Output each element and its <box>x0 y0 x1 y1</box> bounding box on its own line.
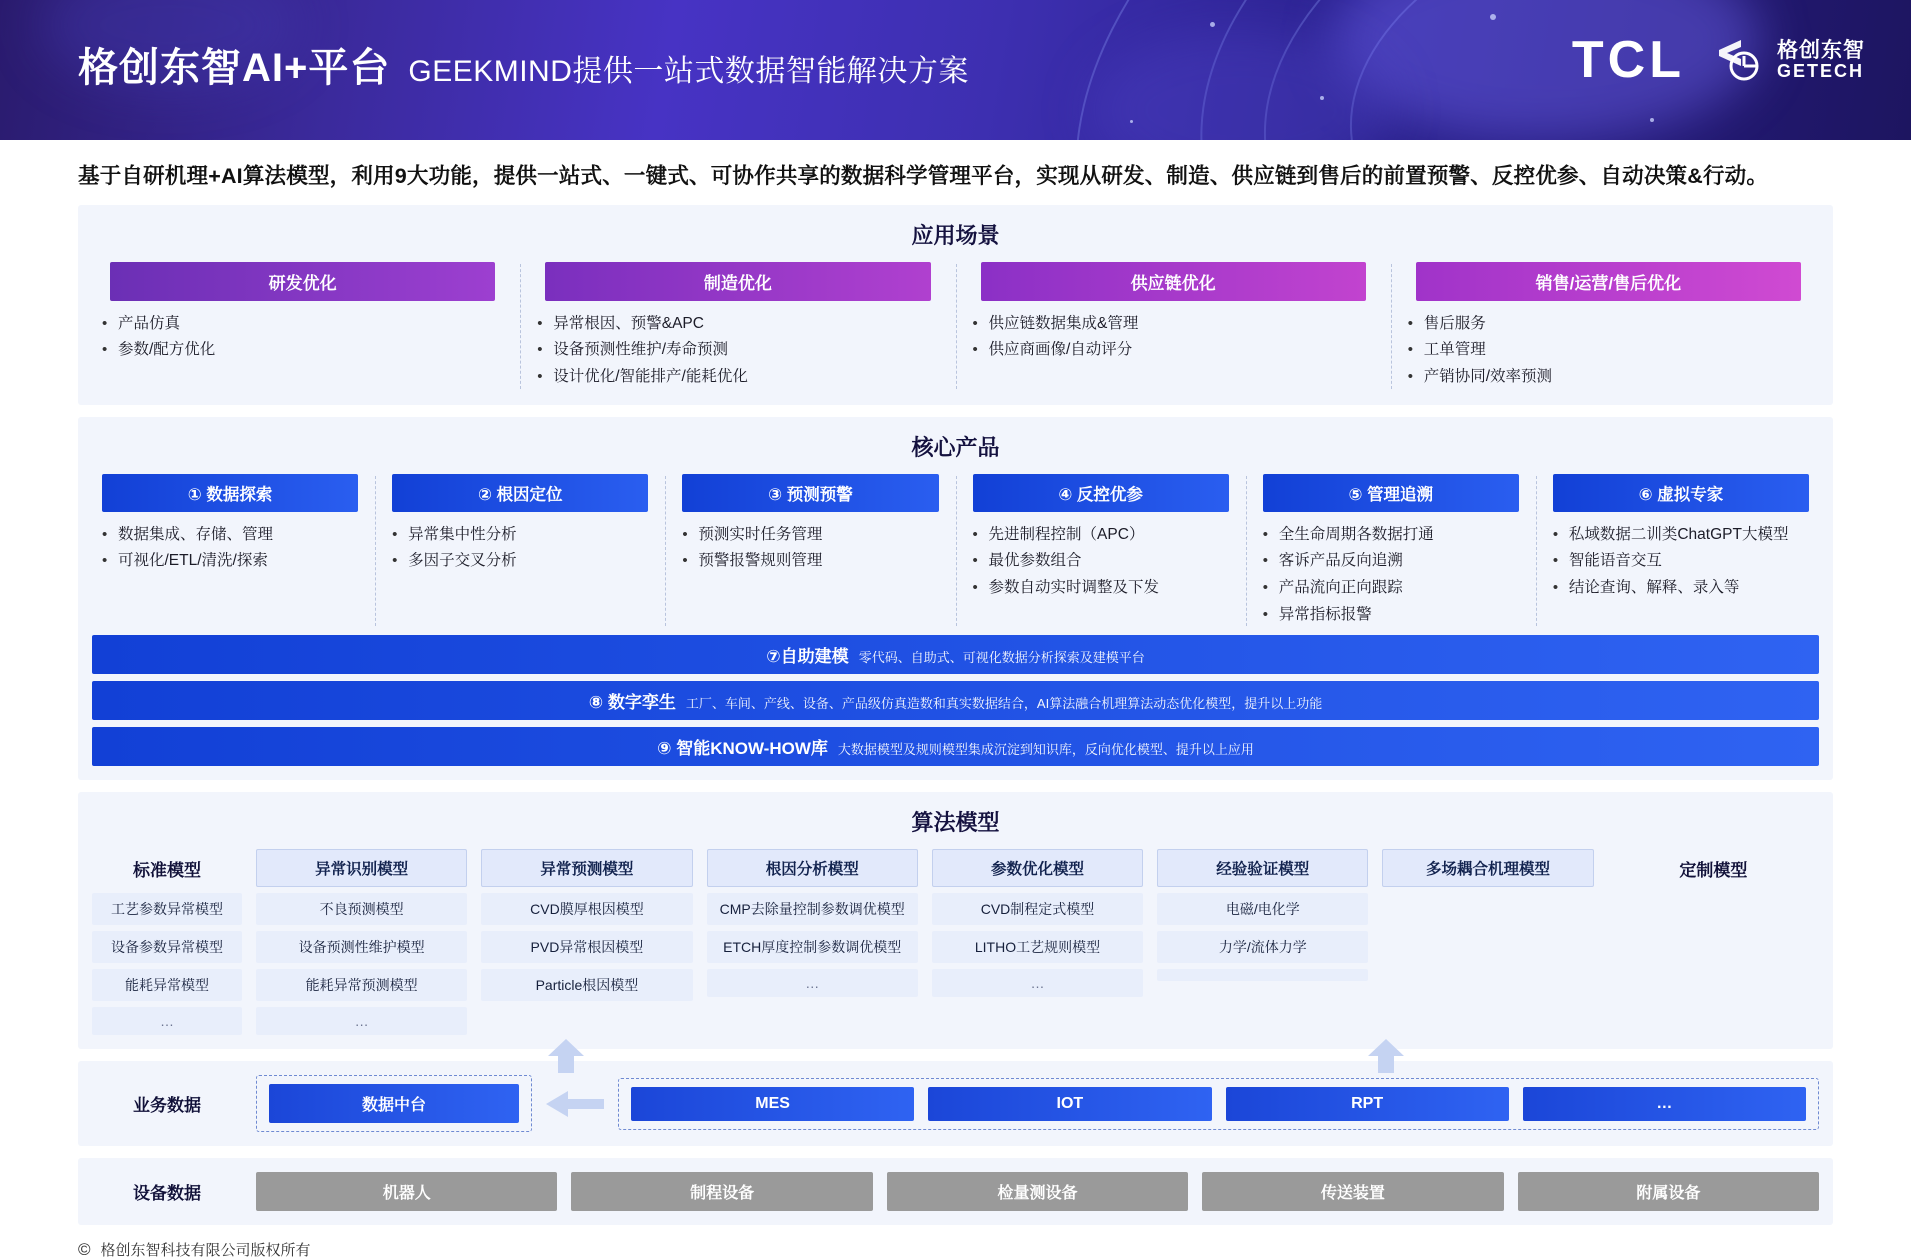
core-header-apc[interactable]: ④ 反控优参 <box>973 474 1229 512</box>
row-label-business-data: 业务数据 <box>133 1096 201 1116</box>
scenario-column-manufacturing[interactable] <box>527 262 948 391</box>
list-item: • 结论查询、解释、录入等 <box>1569 575 1813 602</box>
algorithm-cell[interactable]: PVD异常根因模型 <box>481 931 692 963</box>
algorithm-cell[interactable]: CVD膜厚根因模型 <box>481 893 692 925</box>
algorithm-column-root-cause <box>481 893 692 1001</box>
algorithm-column-anomaly-detect <box>92 893 242 1035</box>
list-item: • 参数/配方优化 <box>118 337 507 364</box>
list-item: • 工单管理 <box>1424 337 1813 364</box>
scenario-header-rd[interactable]: 研发优化 <box>110 262 495 301</box>
core-bar-subtitle: 工厂、车间、产线、设备、产品级仿真造数和真实数据结合，AI算法融合机理算法动态优化模型，提升以上功能 <box>685 696 1323 712</box>
copyright-icon: © <box>78 1239 91 1259</box>
core-column-apc[interactable] <box>963 474 1239 629</box>
getech-name-en: GETECH <box>1777 60 1865 81</box>
getech-logo <box>1711 32 1865 88</box>
algorithm-cell[interactable]: CMP去除量控制参数调优模型 <box>707 893 918 925</box>
core-header-traceability[interactable]: ⑤ 管理追溯 <box>1263 474 1519 512</box>
section-title-scenarios: 应用场景 <box>911 222 1000 248</box>
footer <box>78 1239 1833 1260</box>
core-column-root-cause[interactable] <box>382 474 658 629</box>
row-label-standard: 标准模型 <box>133 860 201 880</box>
list-item: • 可视化/ETL/清洗/探索 <box>118 548 362 575</box>
chip-data-middle-platform[interactable]: 数据中台 <box>269 1084 519 1123</box>
scenario-header-manufacturing[interactable]: 制造优化 <box>545 262 930 301</box>
core-list-traceability <box>1253 522 1529 629</box>
core-column-virtual-expert[interactable] <box>1543 474 1819 629</box>
algorithm-column-multiphysics <box>1157 893 1368 981</box>
core-list-virtual-expert <box>1543 522 1819 602</box>
flow-arrow-up-icon <box>548 1039 584 1073</box>
row-label-custom: 定制模型 <box>1679 860 1748 880</box>
list-item: • 产品流向正向跟踪 <box>1279 575 1523 602</box>
chip-metrology-equipment[interactable]: 检量测设备 <box>887 1172 1188 1211</box>
section-equipment-data <box>78 1158 1833 1225</box>
chip-iot[interactable]: IOT <box>928 1087 1211 1121</box>
core-list-prediction <box>672 522 948 575</box>
algorithm-cell-more[interactable]: … <box>256 1007 467 1035</box>
algorithm-column-experience <box>932 893 1143 997</box>
algorithm-cell-more[interactable]: … <box>707 969 918 997</box>
algorithm-cell[interactable]: 电磁/电化学 <box>1157 893 1368 925</box>
core-header-prediction[interactable]: ③ 预测预警 <box>682 474 938 512</box>
algorithm-header-experience[interactable]: 经验验证模型 <box>1157 849 1368 887</box>
core-bar-knowhow[interactable] <box>92 727 1819 766</box>
list-item: • 设备预测性维护/寿命预测 <box>553 337 942 364</box>
equipment-grid <box>92 1172 1819 1211</box>
list-item: • 预测实时任务管理 <box>698 522 942 549</box>
core-header-root-cause[interactable]: ② 根因定位 <box>392 474 648 512</box>
algorithm-cell[interactable]: LITHO工艺规则模型 <box>932 931 1143 963</box>
page-header <box>0 0 1911 140</box>
list-item: • 异常根因、预警&APC <box>553 311 942 338</box>
copyright-text: 格创东智科技有限公司版权所有 <box>100 1242 311 1260</box>
equipment-content <box>256 1172 1819 1211</box>
core-column-prediction[interactable] <box>672 474 948 629</box>
core-bar-subtitle: 大数据模型及规则模型集成沉淀到知识库，反向优化模型、提升以上应用 <box>837 742 1254 758</box>
section-business-data <box>78 1061 1833 1146</box>
section-algorithm-models <box>78 792 1833 1049</box>
core-bar-title: ⑧ 数字孪生 <box>588 693 676 713</box>
algorithm-cell-more[interactable]: … <box>932 969 1143 997</box>
algorithm-cell[interactable]: Particle根因模型 <box>481 969 692 1001</box>
business-platform-group <box>256 1075 532 1132</box>
algorithm-cell[interactable]: 力学/流体力学 <box>1157 931 1368 963</box>
decorative-dot <box>1650 118 1654 122</box>
algorithm-cell[interactable]: 设备预测性维护模型 <box>256 931 467 963</box>
core-bar-self-modeling[interactable] <box>92 635 1819 674</box>
brand-group <box>1572 30 1865 90</box>
tcl-logo: TCL <box>1571 31 1685 89</box>
getech-mark-icon <box>1711 32 1767 88</box>
core-bar-title: ⑨ 智能KNOW-HOW库 <box>657 739 828 759</box>
business-content <box>256 1075 1819 1132</box>
list-item: • 产品仿真 <box>118 311 507 338</box>
core-bar-subtitle: 零代码、自助式、可视化数据分析探索及建模平台 <box>858 650 1145 666</box>
decorative-dot <box>1130 120 1133 123</box>
core-list-apc <box>963 522 1239 602</box>
algorithm-cell-more[interactable]: … <box>92 1007 242 1035</box>
list-item: • 异常指标报警 <box>1279 602 1523 629</box>
core-list-root-cause <box>382 522 658 575</box>
core-header-virtual-expert[interactable]: ⑥ 虚拟专家 <box>1553 474 1809 512</box>
scenario-header-sales[interactable]: 销售/运营/售后优化 <box>1416 262 1801 301</box>
decorative-dot <box>1210 22 1215 27</box>
list-item: • 产销协同/效率预测 <box>1424 364 1813 391</box>
decorative-dot <box>1490 14 1496 20</box>
algorithm-cell[interactable]: 设备参数异常模型 <box>92 931 242 963</box>
chip-robot[interactable]: 机器人 <box>256 1172 557 1211</box>
list-item: • 设计优化/智能排产/能耗优化 <box>553 364 942 391</box>
algorithm-cell[interactable]: 能耗异常模型 <box>92 969 242 1001</box>
core-bar-title: ⑦自助建模 <box>766 647 849 667</box>
algorithm-cell[interactable]: 工艺参数异常模型 <box>92 893 242 925</box>
list-item: • 数据集成、存储、管理 <box>118 522 362 549</box>
list-item: • 参数自动实时调整及下发 <box>989 575 1233 602</box>
algorithm-cell[interactable]: 能耗异常预测模型 <box>256 969 467 1001</box>
list-item: • 异常集中性分析 <box>408 522 652 549</box>
list-item: • 客诉产品反向追溯 <box>1279 548 1523 575</box>
flow-arrow-left-icon <box>546 1091 604 1117</box>
algorithm-header-root-cause[interactable]: 根因分析模型 <box>707 849 918 887</box>
chip-process-equipment[interactable]: 制程设备 <box>571 1172 872 1211</box>
core-column-traceability[interactable] <box>1253 474 1529 629</box>
row-label-equipment-data: 设备数据 <box>133 1184 201 1204</box>
list-item: • 售后服务 <box>1424 311 1813 338</box>
scenario-column-rd[interactable] <box>92 262 513 391</box>
chip-rpt[interactable]: RPT <box>1226 1087 1509 1121</box>
list-item: • 供应商画像/自动评分 <box>989 337 1378 364</box>
scenario-columns <box>92 262 1819 391</box>
list-item: • 全生命周期各数据打通 <box>1279 522 1523 549</box>
header-title-group <box>78 36 969 93</box>
core-bar-digital-twin[interactable] <box>92 681 1819 720</box>
business-sources-group <box>618 1078 1819 1130</box>
scenario-column-sales[interactable] <box>1398 262 1819 391</box>
page-body <box>0 160 1911 1260</box>
section-core-products <box>78 417 1833 781</box>
algorithm-column-param-opt <box>707 893 918 997</box>
algorithm-grid <box>92 849 1819 1035</box>
scenario-column-supplychain[interactable] <box>963 262 1384 391</box>
algorithm-header-anomaly-detect[interactable]: 异常识别模型 <box>256 849 467 887</box>
section-title-core-products: 核心产品 <box>911 434 1000 460</box>
chip-conveyor[interactable]: 传送装置 <box>1202 1172 1503 1211</box>
chip-more[interactable]: … <box>1523 1087 1806 1121</box>
section-title-algorithm-models: 算法模型 <box>911 810 1000 836</box>
list-item: • 多因子交叉分析 <box>408 548 652 575</box>
list-item: • 最优参数组合 <box>989 548 1233 575</box>
section-scenarios <box>78 205 1833 405</box>
list-item: • 私域数据二训类ChatGPT大模型 <box>1569 522 1813 549</box>
flow-arrow-up-icon <box>1368 1039 1404 1073</box>
getech-name-cn: 格创东智 <box>1777 38 1865 62</box>
list-item: • 预警报警规则管理 <box>698 548 942 575</box>
algorithm-cell[interactable]: CVD制程定式模型 <box>932 893 1143 925</box>
scenario-list-sales <box>1398 311 1819 391</box>
algorithm-cell[interactable] <box>1157 969 1368 981</box>
business-grid <box>92 1075 1819 1132</box>
decorative-dot <box>1320 96 1324 100</box>
getech-wordmark <box>1777 40 1865 81</box>
chip-auxiliary-equipment[interactable]: 附属设备 <box>1518 1172 1819 1211</box>
chip-mes[interactable]: MES <box>631 1087 914 1121</box>
core-columns <box>92 474 1819 629</box>
algorithm-header-anomaly-predict[interactable]: 异常预测模型 <box>481 849 692 887</box>
algorithm-header-param-opt[interactable]: 参数优化模型 <box>932 849 1143 887</box>
list-item: • 供应链数据集成&管理 <box>989 311 1378 338</box>
intro-paragraph: 基于自研机理+AI算法模型，利用9大功能，提供一站式、一键式、可协作共享的数据科学管理平台，实现从研发、制造、供应链到售后的前置预警、反控优参、自动决策&行动。 <box>78 164 1769 188</box>
algorithm-column-anomaly-predict <box>256 893 467 1035</box>
scenario-list-rd <box>92 311 513 364</box>
page-title: 格创东智AI+平台 <box>78 46 391 90</box>
list-item: • 智能语音交互 <box>1569 548 1813 575</box>
algorithm-header-multiphysics[interactable]: 多场耦合机理模型 <box>1382 849 1593 887</box>
algorithm-cell[interactable]: 不良预测模型 <box>256 893 467 925</box>
core-header-data-exploration[interactable]: ① 数据探索 <box>102 474 358 512</box>
scenario-header-supplychain[interactable]: 供应链优化 <box>981 262 1366 301</box>
core-column-data-exploration[interactable] <box>92 474 368 629</box>
page-subtitle: GEEKMIND提供一站式数据智能解决方案 <box>408 55 969 88</box>
scenario-list-supplychain <box>963 311 1384 364</box>
core-list-data-exploration <box>92 522 368 575</box>
scenario-list-manufacturing <box>527 311 948 391</box>
algorithm-cell[interactable]: ETCH厚度控制参数调优模型 <box>707 931 918 963</box>
list-item: • 先进制程控制（APC） <box>989 522 1233 549</box>
